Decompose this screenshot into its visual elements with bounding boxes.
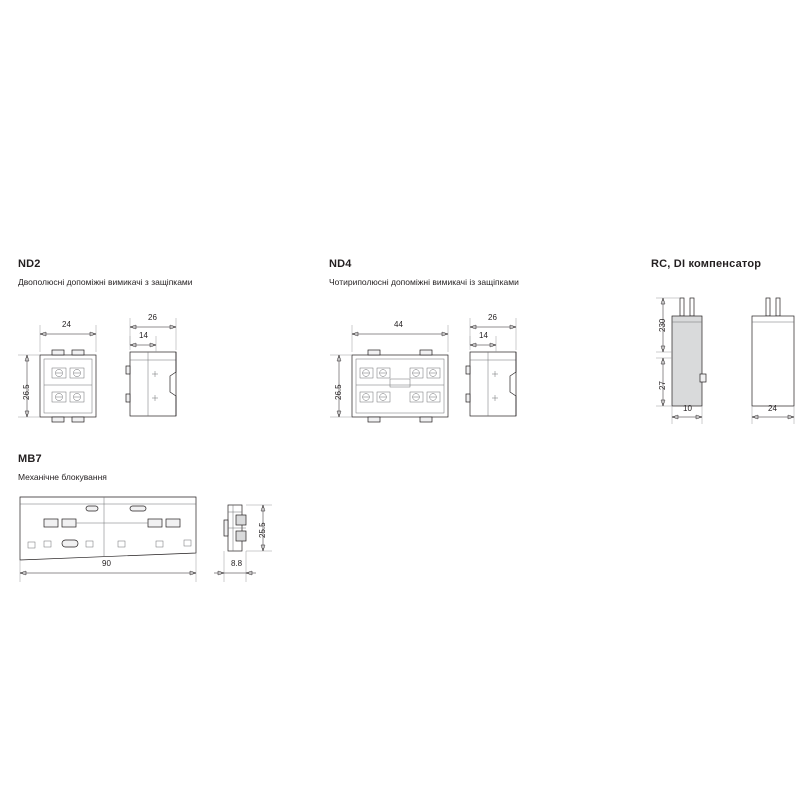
section-title-mb7: MB7 <box>18 453 42 465</box>
nd4-dim-14: 14 <box>479 331 488 340</box>
mb7-dim-8-8: 8.8 <box>231 559 243 568</box>
nd2-dim-26: 26 <box>148 313 157 322</box>
section-subtitle-nd4: Чотириполюсні допоміжні вимикачі із защіпками <box>329 277 519 287</box>
nd4-dim-26: 26 <box>488 313 497 322</box>
mb7-dim-25-5: 25.5 <box>258 522 267 538</box>
nd2-dim-14: 14 <box>139 331 148 340</box>
section-title-rc-di: RC, DI компенсатор <box>651 258 762 270</box>
mb7-dim-90: 90 <box>102 559 111 568</box>
nd2-dim-24: 24 <box>62 320 71 329</box>
nd4-dim-26-5: 26.5 <box>334 384 343 400</box>
rc-dim-27: 27 <box>658 381 667 390</box>
rc-dim-10: 10 <box>683 404 692 413</box>
section-subtitle-mb7: Механічне блокування <box>18 472 107 482</box>
nd2-dim-26-5: 26.5 <box>22 384 31 400</box>
rc-dim-230: 230 <box>658 318 667 332</box>
section-title-nd4: ND4 <box>329 258 352 270</box>
nd4-dim-44: 44 <box>394 320 403 329</box>
section-subtitle-nd2: Двополюсні допоміжні вимикачі з защіпками <box>18 277 193 287</box>
section-title-nd2: ND2 <box>18 258 41 270</box>
rc-dim-24: 24 <box>768 404 777 413</box>
